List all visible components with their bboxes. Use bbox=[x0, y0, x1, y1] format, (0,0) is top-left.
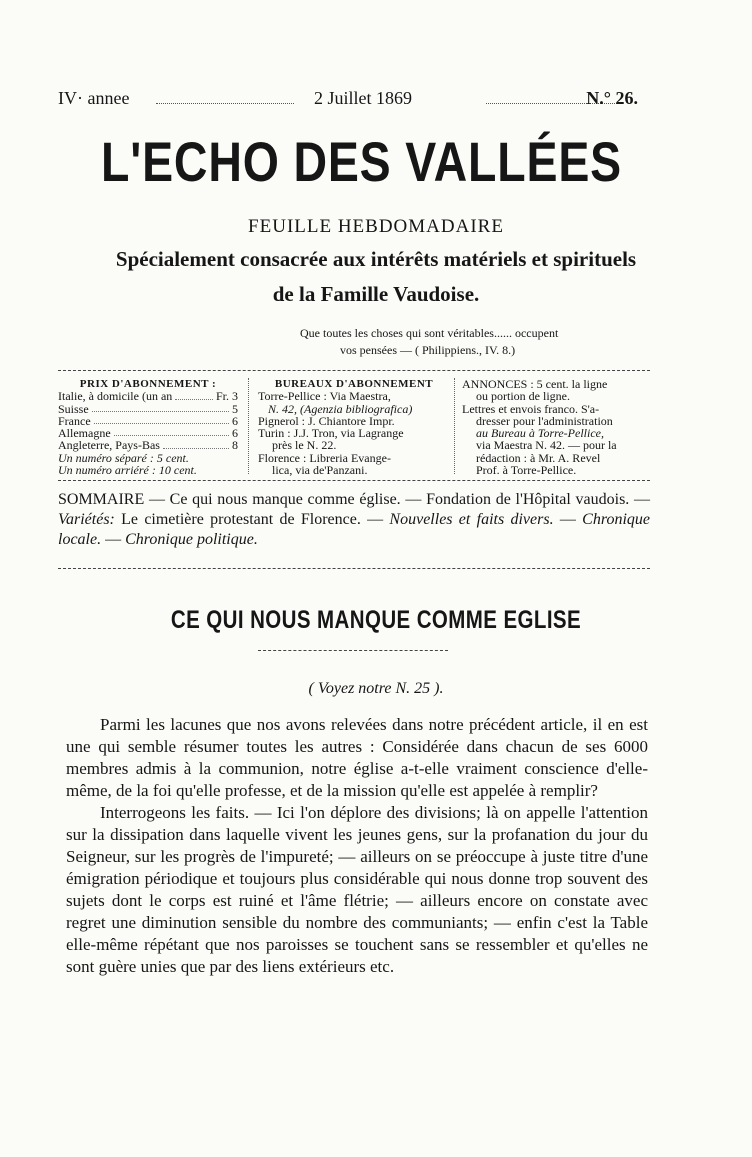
sommaire-text: — bbox=[553, 511, 583, 528]
price-label: Italie, à domicile (un an bbox=[58, 389, 173, 404]
divider bbox=[58, 480, 650, 481]
single-issue-price: Un numéro séparé : 5 cent. bbox=[58, 450, 189, 465]
issue-header-line bbox=[58, 88, 638, 110]
sommaire-section: Variétés: bbox=[58, 511, 115, 528]
price-label: France bbox=[58, 413, 91, 428]
price-label: Suisse bbox=[58, 401, 89, 416]
offices-heading: BUREAUX D'ABONNEMENT bbox=[274, 378, 434, 390]
price-label: Angleterre, Pays-Bas bbox=[58, 438, 160, 453]
office-line: lica, via de'Panzani. bbox=[272, 463, 368, 478]
sommaire-text: — Ce qui nous manque comme église. — Fondation de l'Hôpital vaudois. — bbox=[144, 491, 650, 508]
price-row bbox=[58, 439, 238, 451]
issue-number: N.° 26. bbox=[586, 88, 638, 108]
article-title: CE QUI NOUS MANQUE COMME EGLISE bbox=[170, 606, 582, 634]
subscription-prices bbox=[58, 378, 238, 476]
divider bbox=[58, 568, 650, 569]
title-underline bbox=[258, 650, 448, 651]
issue-date: 2 Juillet 1869 bbox=[314, 88, 412, 108]
epigraph-line-2: vos pensées — ( Philippiens., IV. 8.) bbox=[340, 343, 516, 357]
article-paragraph: Interrogeons les faits. — Ici l'on déplore des divisions; là on appelle l'attention sur la dissipation dans laquelle vivent les jeunes gens, sur la profanation du jour du Seigneur, sur les progrès de l'impureté; — ailleurs on se préoccupe à juste titre d'une émigration périodique et toujours plus considérable qui nous donne trop souvent des sujets dont le corps est ruiné et l'âme flétrie; — ailleurs encore on constate avec regret une diminution sensible du nombre des communiants; — enfin c'est la Table elle-même répétant que nos paroisses se touchent sans se ressembler et qu'elles ne sont guère unies que par des liens extérieurs etc. bbox=[66, 803, 648, 976]
office-line: Florence : Libreria Evange- bbox=[258, 450, 391, 465]
article-paragraph: Parmi les lacunes que nos avons relevées dans notre précédent article, il en est une qui semble résumer toutes les autres : Considérée dans chacun de ses 6000 membres admis à la communion, notre église a-t-elle vraiment conscience d'elle-même, de la foi qu'elle professe, et de la mission qu'elle est appelée à remplir? bbox=[66, 715, 648, 800]
table-of-contents bbox=[58, 490, 650, 550]
advertising-info bbox=[462, 378, 652, 476]
price-value: 6 bbox=[232, 413, 238, 428]
price-label: Allemagne bbox=[58, 426, 111, 441]
ads-line: ou portion de ligne. bbox=[476, 389, 570, 404]
ads-line: ANNONCES : 5 cent. la ligne bbox=[462, 377, 608, 391]
sommaire-text: Le cimetière protestant de Florence. — bbox=[114, 511, 390, 528]
epigraph-line-1: Que toutes les choses qui sont véritables...... occupent bbox=[300, 326, 559, 340]
sommaire-section: Nouvelles et faits divers. bbox=[389, 511, 554, 528]
sommaire-label: SOMMAIRE bbox=[58, 491, 145, 508]
sommaire-section: Chronique locale. bbox=[58, 511, 651, 548]
ads-line: au Bureau à Torre-Pellice, bbox=[476, 426, 604, 441]
price-value: 8 bbox=[232, 438, 238, 453]
office-line: N. 42, (Agenzia bibliografica) bbox=[268, 401, 413, 416]
ads-line: Lettres et envois franco. S'a- bbox=[462, 401, 600, 416]
ads-line: via Maestra N. 42. — pour la bbox=[476, 438, 617, 453]
ads-line: Prof. à Torre-Pellice. bbox=[476, 463, 577, 478]
subscription-heading: PRIX D'ABONNEMENT : bbox=[79, 378, 217, 390]
ads-line: rédaction : à Mr. A. Revel bbox=[476, 450, 601, 465]
divider bbox=[58, 370, 650, 371]
newspaper-title: L'ECHO DES VALLÉES bbox=[101, 130, 622, 193]
column-divider bbox=[454, 378, 455, 474]
office-line: près le N. 22. bbox=[272, 438, 337, 453]
column-divider bbox=[248, 378, 249, 474]
article-body bbox=[66, 714, 648, 978]
leader-dots bbox=[156, 103, 294, 104]
office-line: Turin : J.J. Tron, via Lagrange bbox=[258, 426, 404, 441]
price-row bbox=[58, 390, 238, 402]
year-label: IV· annee bbox=[58, 88, 130, 108]
article-reference: ( Voyez notre N. 25 ). bbox=[308, 680, 444, 697]
office-line: Pignerol : J. Chiantore Impr. bbox=[258, 413, 395, 428]
tagline-line-2: de la Famille Vaudoise. bbox=[272, 282, 480, 306]
sommaire-text: — bbox=[101, 531, 126, 548]
newspaper-subtitle: FEUILLE HEBDOMADAIRE bbox=[248, 216, 504, 237]
tagline-line-1: Spécialement consacrée aux intérêts matériels et spirituels bbox=[115, 247, 637, 271]
sommaire-section: Chronique politique. bbox=[125, 531, 258, 548]
subscription-offices bbox=[258, 378, 450, 476]
office-line: Torre-Pellice : Via Maestra, bbox=[258, 389, 391, 404]
price-value: 5 bbox=[232, 401, 238, 416]
price-value: Fr. 3 bbox=[215, 389, 238, 404]
ads-line: dresser pour l'administration bbox=[476, 413, 613, 428]
price-value: 6 bbox=[232, 426, 238, 441]
back-issue-price: Un numéro arriéré : 10 cent. bbox=[58, 463, 197, 478]
